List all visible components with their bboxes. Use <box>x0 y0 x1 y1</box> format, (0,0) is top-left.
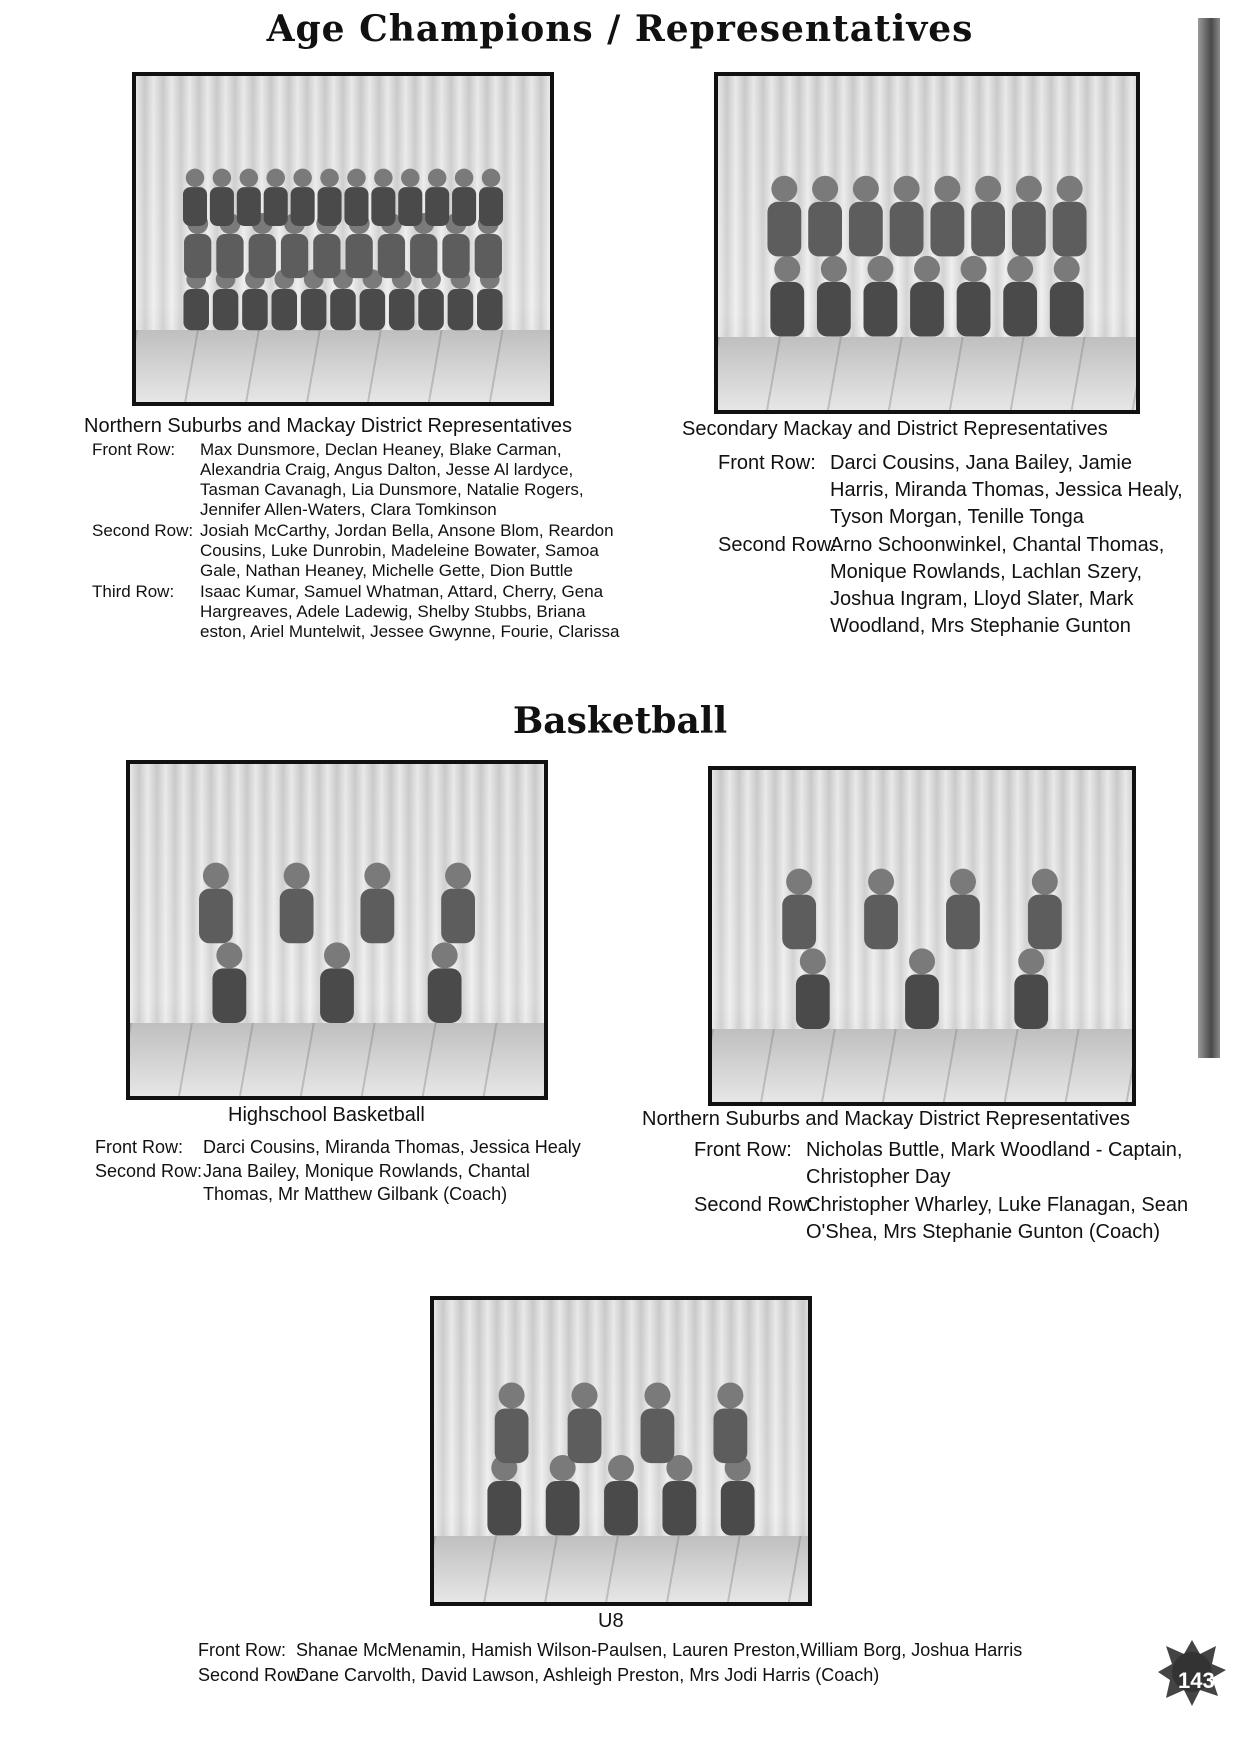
roster-row-label: Front Row: <box>198 1640 287 1660</box>
person-silhouette <box>210 187 234 226</box>
person-silhouette <box>713 1408 747 1463</box>
person-head <box>950 869 976 895</box>
roster-row-label: Front Row: <box>92 440 176 459</box>
section-title: Basketball <box>512 700 728 742</box>
person-silhouette <box>378 234 405 278</box>
person-head <box>1007 256 1033 282</box>
roster-row <box>718 532 1188 640</box>
northern-suburbs-basketball-photo <box>708 766 1136 1106</box>
group-caption: Northern Suburbs and Mackay District Representatives <box>84 415 572 437</box>
person-silhouette <box>242 289 268 330</box>
roster-row <box>95 1160 585 1206</box>
person-silhouette <box>213 289 239 330</box>
person-head <box>914 256 940 282</box>
page-number: 143 <box>1178 1668 1215 1693</box>
person-silhouette <box>604 1481 638 1536</box>
person-head <box>812 176 838 202</box>
person-silhouette <box>237 187 261 226</box>
roster-row-label: Second Row: <box>92 521 194 540</box>
person-silhouette <box>662 1481 696 1536</box>
person-head <box>771 176 797 202</box>
roster-row <box>92 582 632 642</box>
person-silhouette <box>890 202 924 257</box>
person-head <box>499 1382 525 1408</box>
roster-row-label: Second Row: <box>95 1161 203 1181</box>
person-silhouette <box>1050 282 1084 337</box>
person-silhouette <box>864 895 898 950</box>
group-roster <box>95 1136 585 1207</box>
roster-row <box>198 1638 1128 1662</box>
roster-row-names: Arno Schoonwinkel, Chantal Thomas, Monique Rowlands, Lachlan Szery, Joshua Ingram, Lloyd Slater, Mark Woodland, Mrs Stephanie Gunton <box>830 534 1165 637</box>
person-head <box>644 1382 670 1408</box>
person-head <box>868 869 894 895</box>
person-silhouette <box>1012 202 1046 257</box>
person-silhouette <box>796 974 830 1029</box>
person-silhouette <box>212 968 246 1023</box>
group-caption: Northern Suburbs and Mackay District Representatives <box>642 1108 1130 1130</box>
roster-row <box>92 521 632 581</box>
person-silhouette <box>641 1408 675 1463</box>
person-head <box>213 169 232 188</box>
person-head <box>1032 869 1058 895</box>
roster-row <box>694 1137 1194 1191</box>
person-silhouette <box>971 202 1005 257</box>
person-head <box>867 256 893 282</box>
person-head <box>428 169 447 188</box>
person-silhouette <box>905 974 939 1029</box>
person-silhouette <box>425 187 449 226</box>
person-silhouette <box>767 202 801 257</box>
person-silhouette <box>371 187 395 226</box>
person-silhouette <box>910 282 944 337</box>
person-silhouette <box>398 187 422 226</box>
person-silhouette <box>441 889 475 944</box>
person-silhouette <box>389 289 415 330</box>
page-title: Age Champions / Representatives <box>266 8 974 50</box>
person-head <box>1057 176 1083 202</box>
roster-row-label: Second Row: <box>718 534 837 556</box>
person-silhouette <box>946 895 980 950</box>
person-silhouette <box>313 234 340 278</box>
person-silhouette <box>849 202 883 257</box>
person-silhouette <box>199 889 233 944</box>
person-silhouette <box>264 187 288 226</box>
person-silhouette <box>418 289 444 330</box>
person-silhouette <box>442 234 469 278</box>
person-silhouette <box>495 1408 529 1463</box>
roster-row-label: Front Row: <box>95 1137 184 1157</box>
person-silhouette <box>1003 282 1037 337</box>
person-head <box>216 942 242 968</box>
person-head <box>717 1382 743 1408</box>
person-head <box>786 869 812 895</box>
person-silhouette <box>546 1481 580 1536</box>
person-head <box>401 169 420 188</box>
roster-row-label: Second Row: <box>694 1194 813 1216</box>
person-head <box>266 169 285 188</box>
person-silhouette <box>280 889 314 944</box>
person-head <box>821 256 847 282</box>
person-head <box>800 948 826 974</box>
person-silhouette <box>291 187 315 226</box>
roster-row-names: Josiah McCarthy, Jordan Bella, Ansone Blom, Reardon Cousins, Luke Dunrobin, Madeleine Bowater, Samoa Gale, Nathan Heaney, Michelle Gette, Dion Buttle <box>200 521 614 580</box>
person-silhouette <box>320 968 354 1023</box>
person-silhouette <box>330 289 356 330</box>
person-head <box>186 169 205 188</box>
roster-row <box>198 1663 1128 1687</box>
person-head <box>909 948 935 974</box>
roster-row-names: Christopher Wharley, Luke Flanagan, Sean O'Shea, Mrs Stephanie Gunton (Coach) <box>806 1194 1189 1243</box>
secondary-mackay-representatives-photo <box>714 72 1140 414</box>
group-caption: Secondary Mackay and District Representatives <box>682 418 1108 440</box>
person-head <box>284 863 310 889</box>
person-head <box>894 176 920 202</box>
roster-row-label: Front Row: <box>694 1139 792 1161</box>
page-edge-decoration <box>1198 18 1220 1058</box>
person-head <box>347 169 366 188</box>
person-head <box>203 863 229 889</box>
person-silhouette <box>281 234 308 278</box>
person-head <box>853 176 879 202</box>
person-head <box>432 942 458 968</box>
person-silhouette <box>1028 895 1062 950</box>
roster-row <box>95 1136 585 1159</box>
group-roster <box>718 450 1188 641</box>
person-silhouette <box>183 187 207 226</box>
person-silhouette <box>477 289 503 330</box>
person-silhouette <box>183 289 209 330</box>
person-head <box>1016 176 1042 202</box>
person-head <box>324 942 350 968</box>
person-silhouette <box>448 289 474 330</box>
person-silhouette <box>475 234 502 278</box>
person-head <box>975 176 1001 202</box>
person-silhouette <box>817 282 851 337</box>
person-silhouette <box>1053 202 1087 257</box>
roster-row-names: Nicholas Buttle, Mark Woodland - Captain, Christopher Day <box>806 1139 1183 1188</box>
person-head <box>1018 948 1044 974</box>
roster-row-names: Max Dunsmore, Declan Heaney, Blake Carman, Alexandria Craig, Angus Dalton, Jesse Al lardyce, Tasman Cavanagh, Lia Dunsmore, Natalie Rogers, Jennifer Allen-Waters, Clara Tomkinson <box>200 440 584 519</box>
person-silhouette <box>452 187 476 226</box>
roster-row-names: Darci Cousins, Jana Bailey, Jamie Harris, Miranda Thomas, Jessica Healy, Tyson Morgan, Tenille Tonga <box>830 452 1183 528</box>
person-silhouette <box>345 234 372 278</box>
highschool-basketball-photo <box>126 760 548 1100</box>
person-silhouette <box>410 234 437 278</box>
group-caption: U8 <box>598 1610 624 1632</box>
person-silhouette <box>360 889 394 944</box>
person-silhouette <box>930 202 964 257</box>
group-roster <box>92 440 632 643</box>
person-head <box>961 256 987 282</box>
person-head <box>572 1382 598 1408</box>
roster-row-names: Isaac Kumar, Samuel Whatman, Attard, Cherry, Gena Hargreaves, Adele Ladewig, Shelby Stubbs, Briana eston, Ariel Muntelwit, Jessee Gwynne, Fourie, Clarissa <box>200 582 620 641</box>
person-head <box>240 169 259 188</box>
roster-row <box>92 440 632 520</box>
person-head <box>455 169 474 188</box>
roster-row <box>694 1192 1194 1246</box>
group-caption: Highschool Basketball <box>228 1104 425 1126</box>
person-head <box>774 256 800 282</box>
person-head <box>445 863 471 889</box>
roster-row-names: Dane Carvolth, David Lawson, Ashleigh Preston, Mrs Jodi Harris (Coach) <box>296 1665 880 1685</box>
person-silhouette <box>184 234 211 278</box>
person-silhouette <box>344 187 368 226</box>
roster-row-label: Third Row: <box>92 582 175 601</box>
roster-row-label: Second Row: <box>198 1665 306 1685</box>
person-silhouette <box>249 234 276 278</box>
person-silhouette <box>808 202 842 257</box>
u8-basketball-photo <box>430 1296 812 1606</box>
person-silhouette <box>301 289 327 330</box>
group-roster <box>694 1137 1194 1247</box>
person-silhouette <box>864 282 898 337</box>
person-head <box>293 169 312 188</box>
person-silhouette <box>360 289 386 330</box>
person-silhouette <box>721 1481 755 1536</box>
person-silhouette <box>272 289 298 330</box>
person-silhouette <box>782 895 816 950</box>
person-silhouette <box>770 282 804 337</box>
group-roster <box>198 1638 1128 1688</box>
person-head <box>374 169 393 188</box>
roster-row-label: Front Row: <box>718 452 816 474</box>
roster-row-names: Darci Cousins, Miranda Thomas, Jessica Healy <box>203 1137 581 1157</box>
roster-row-names: Jana Bailey, Monique Rowlands, Chantal Thomas, Mr Matthew Gilbank (Coach) <box>203 1161 530 1204</box>
person-silhouette <box>479 187 503 226</box>
person-head <box>364 863 390 889</box>
roster-row-names: Shanae McMenamin, Hamish Wilson-Paulsen, Lauren Preston,William Borg, Joshua Harris <box>296 1640 1023 1660</box>
person-silhouette <box>568 1408 602 1463</box>
person-head <box>608 1455 634 1481</box>
person-head <box>482 169 501 188</box>
person-silhouette <box>957 282 991 337</box>
roster-row <box>718 450 1188 531</box>
person-head <box>934 176 960 202</box>
person-silhouette <box>318 187 342 226</box>
person-silhouette <box>487 1481 521 1536</box>
person-head <box>320 169 339 188</box>
person-silhouette <box>216 234 243 278</box>
person-silhouette <box>1014 974 1048 1029</box>
person-head <box>1054 256 1080 282</box>
northern-suburbs-representatives-photo <box>132 72 554 406</box>
person-silhouette <box>428 968 462 1023</box>
